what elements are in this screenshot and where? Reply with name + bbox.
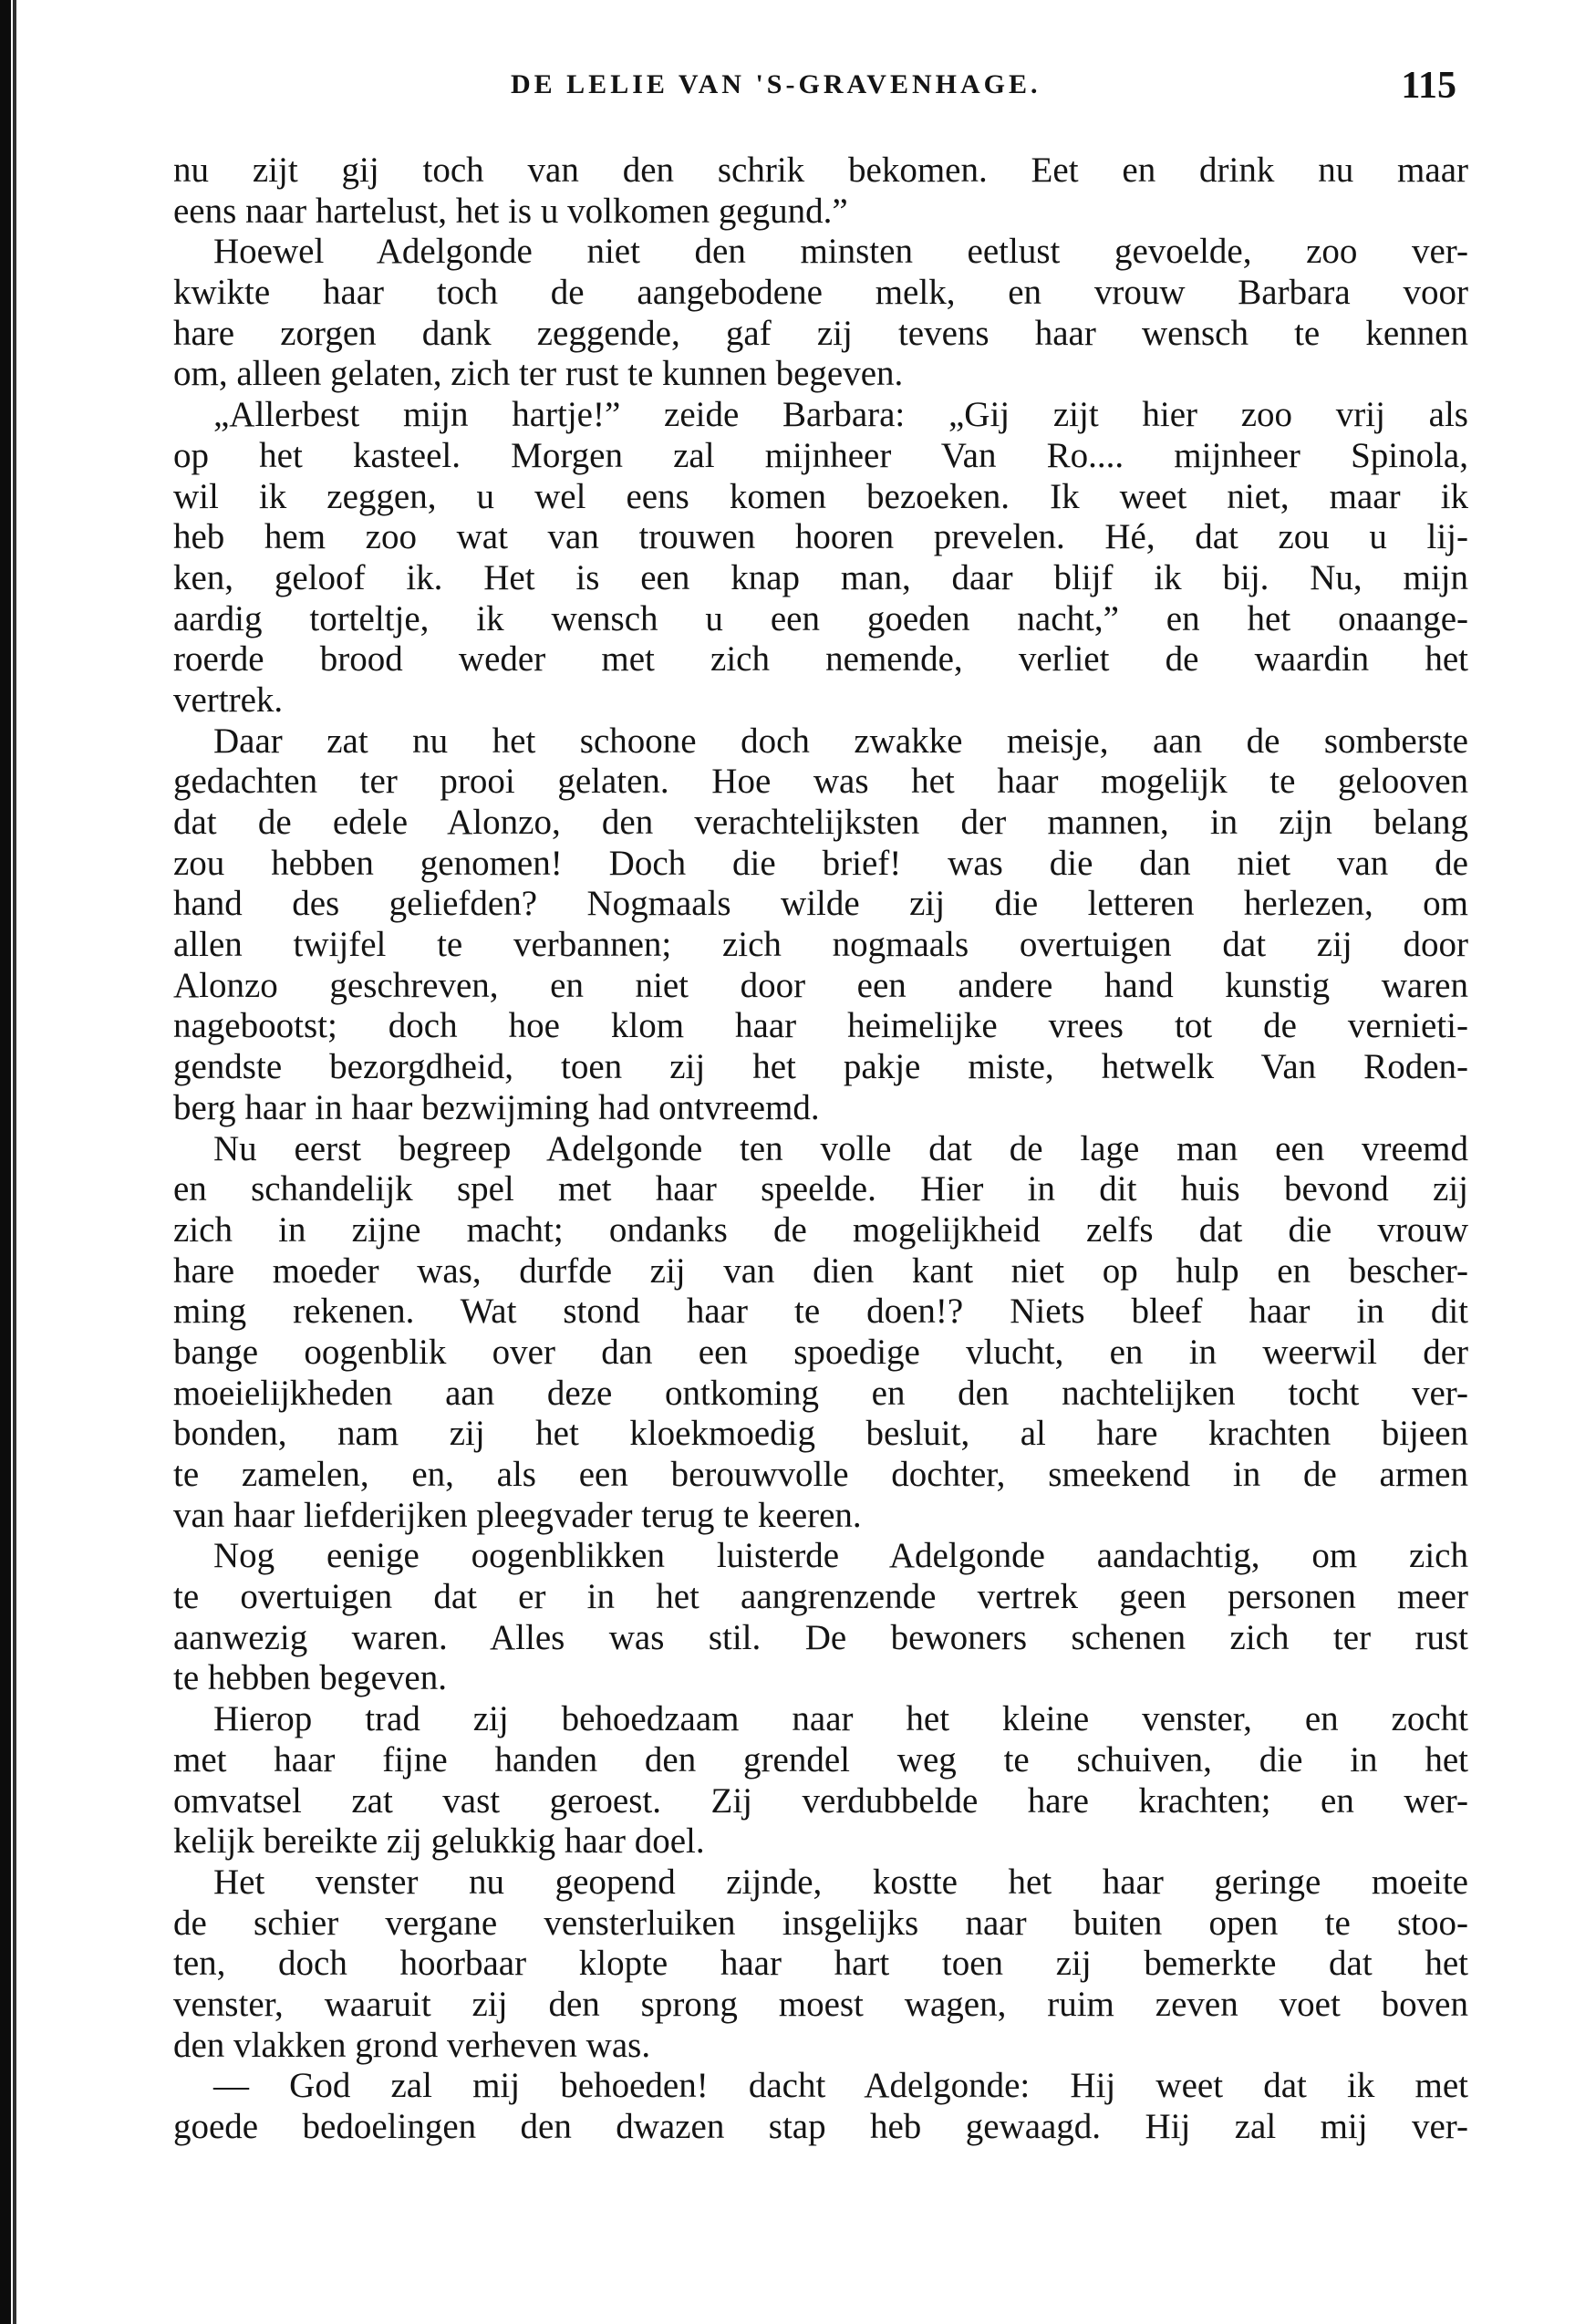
text-line: nu zijt gij toch van den schrik bekomen. Eet en drink nu maar <box>173 150 1468 190</box>
text-line: allen twijfel te verbannen; zich nogmaals overtuigen dat zij door <box>173 925 1468 965</box>
text-line: hare zorgen dank zeggende, gaf zij tevens haar wensch te kennen <box>173 313 1468 353</box>
text-line: — God zal mij behoeden! dacht Adelgonde: Hij weet dat ik met <box>213 2066 1468 2106</box>
text-line: op het kasteel. Morgen zal mijnheer Van Ro.... mijnheer Spinola, <box>173 435 1468 475</box>
text-line: Alonzo geschreven, en niet door een andere hand kunstig waren <box>173 965 1468 1005</box>
text-line: Nu eerst begreep Adelgonde ten volle dat de lage man een vreemd <box>213 1128 1468 1168</box>
text-line: van haar liefderijken pleegvader terug te keeren. <box>173 1495 862 1535</box>
text-line: bange oogenblik over dan een spoedige vlucht, en in weerwil der <box>173 1332 1468 1372</box>
text-line: te hebben begeven. <box>173 1658 447 1698</box>
page-number: 115 <box>1401 65 1456 107</box>
text-line: met haar fijne handen den grendel weg te schuiven, die in het <box>173 1739 1468 1779</box>
text-line: de schier vergane vensterluiken insgelijks naar buiten open te stoo- <box>173 1903 1468 1943</box>
text-line: te overtuigen dat er in het aangrenzende vertrek geen personen meer <box>173 1577 1468 1617</box>
text-line: te zamelen, en, als een berouwvolle dochter, smeekend in de armen <box>173 1455 1468 1494</box>
text-line: roerde brood weder met zich nemende, verliet de waardin het <box>173 639 1468 680</box>
text-line: Hoewel Adelgonde niet den minsten eetlust gevoelde, zoo ver- <box>213 232 1468 272</box>
text-line: gedachten ter prooi gelaten. Hoe was het haar mogelijk te gelooven <box>173 762 1468 802</box>
text-line: eens naar hartelust, het is u volkomen gegund.” <box>173 191 848 231</box>
text-line: nagebootst; doch hoe klom haar heimelijke vrees tot de vernieti- <box>173 1006 1468 1046</box>
text-line: en schandelijk spel met haar speelde. Hier in dit huis bevond zij <box>173 1169 1468 1209</box>
text-line: ming rekenen. Wat stond haar te doen!? Niets bleef haar in dit <box>173 1292 1468 1332</box>
text-line: aardig torteltje, ik wensch u een goeden nacht,” en het onaange- <box>173 598 1468 638</box>
text-line: Hierop trad zij behoedzaam naar het kleine venster, en zocht <box>213 1699 1468 1739</box>
text-line: zich in zijne macht; ondanks de mogelijkheid zelfs dat die vrouw <box>173 1209 1468 1250</box>
text-line: aanwezig waren. Alles was stil. De bewoners schenen zich ter rust <box>173 1617 1468 1657</box>
text-line: ten, doch hoorbaar klopte haar hart toen zij bemerkte dat het <box>173 1944 1468 1984</box>
text-line: omvatsel zat vast geroest. Zij verdubbelde hare krachten; en wer- <box>173 1780 1468 1821</box>
text-line: venster, waaruit zij den sprong moest wagen, ruim zeven voet boven <box>173 1984 1468 2024</box>
text-line: dat de edele Alonzo, den verachtelijksten der mannen, in zijn belang <box>173 803 1468 842</box>
binding-edge-shadow <box>0 0 11 2324</box>
text-line: hare moeder was, durfde zij van dien kant niet op hulp en bescher- <box>173 1250 1468 1291</box>
text-line: Nog eenige oogenblikken luisterde Adelgonde aandachtig, om zich <box>213 1536 1468 1576</box>
text-line: kwikte haar toch de aangebodene melk, en vrouw Barbara voor <box>173 273 1468 313</box>
page-header <box>511 65 1475 115</box>
text-line: zou hebben genomen! Doch die brief! was die dan niet van de <box>173 843 1468 883</box>
text-line: berg haar in haar bezwijming had ontvreemd. <box>173 1087 820 1127</box>
text-line: heb hem zoo wat van trouwen hooren prevelen. Hé, dat zou u lij- <box>173 517 1468 557</box>
text-line: vertrek. <box>173 680 284 720</box>
text-line: gendste bezorgdheid, toen zij het pakje miste, hetwelk Van Roden- <box>173 1047 1468 1087</box>
text-line: goede bedoelingen den dwazen stap heb gewaagd. Hij zal mij ver- <box>173 2107 1468 2146</box>
text-line: „Allerbest mijn hartje!” zeide Barbara: „Gij zijt hier zoo vrij als <box>213 395 1468 435</box>
text-line: hand des geliefden? Nogmaals wilde zij die letteren herlezen, om <box>173 884 1468 924</box>
text-line: moeielijkheden aan deze ontkoming en den nachtelijken tocht ver- <box>173 1373 1468 1413</box>
text-line: Daar zat nu het schoone doch zwakke meisje, aan de somberste <box>213 721 1468 761</box>
text-line: om, alleen gelaten, zich ter rust te kunnen begeven. <box>173 354 904 394</box>
binding-edge-shadow-inner <box>13 0 16 2324</box>
text-line: wil ik zeggen, u wel eens komen bezoeken. Ik weet niet, maar ik <box>173 476 1468 516</box>
text-line: den vlakken grond verheven was. <box>173 2025 651 2065</box>
text-line: kelijk bereikte zij gelukkig haar doel. <box>173 1821 705 1862</box>
running-head: DE LELIE VAN 'S-GRAVENHAGE. <box>511 69 1041 99</box>
text-line: ken, geloof ik. Het is een knap man, daar blijf ik bij. Nu, mijn <box>173 557 1468 597</box>
text-line: Het venster nu geopend zijnde, kostte het haar geringe moeite <box>213 1862 1468 1902</box>
body-text <box>173 150 1468 2148</box>
text-line: bonden, nam zij het kloekmoedig besluit, al hare krachten bijeen <box>173 1414 1468 1454</box>
